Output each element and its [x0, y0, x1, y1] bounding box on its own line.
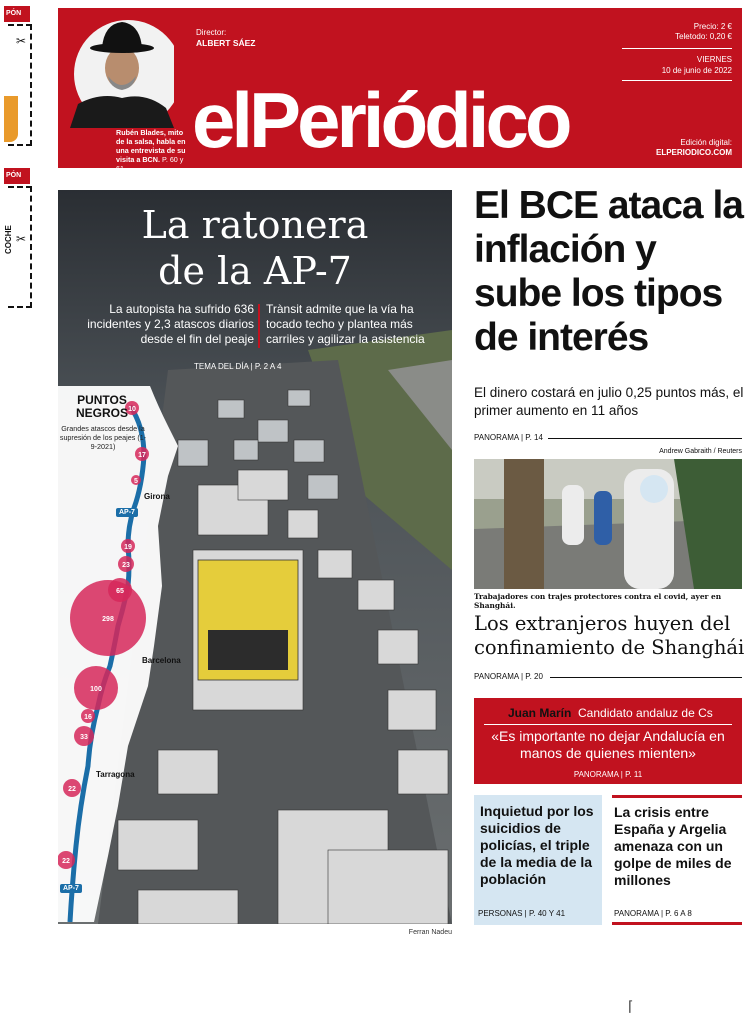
brief-right[interactable] [612, 795, 742, 925]
shanghai-photo[interactable] [474, 459, 742, 589]
scissors-icon: ✂ [16, 34, 27, 48]
map-title-line1: PUNTOS [77, 393, 127, 407]
date-block [662, 54, 732, 76]
svg-text:17: 17 [138, 452, 146, 459]
brief-left-ref: PERSONAS | P. 40 Y 41 [478, 909, 566, 918]
svg-text:22: 22 [68, 786, 76, 793]
edition-label: Edición digital: [680, 138, 732, 147]
svg-text:19: 19 [124, 544, 132, 551]
map-place-girona: Girona [144, 492, 170, 501]
coupon-graphic [4, 96, 18, 142]
map-subtitle: Grandes atascos desde la supresión de los peajes (1-9-2021) [59, 424, 147, 451]
quote-role: Candidato andaluz de Cs [578, 706, 713, 720]
road-label-ap7: AP-7 [116, 508, 138, 517]
newspaper-logo[interactable]: elPeriódico [192, 76, 569, 164]
quote-ref: PANORAMA | P. 11 [573, 770, 643, 779]
lead-headline[interactable]: El BCE ataca la inflación y sube los tipos de interés [474, 184, 743, 359]
divider [612, 922, 742, 925]
main-title-line2: de la AP-7 [158, 249, 352, 293]
teletodo-price: Teletodo: 0,20 € [675, 32, 732, 41]
svg-text:100: 100 [90, 686, 102, 693]
main-summary-right: Trànsit admite que la vía ha tocado techo y plantea más carriles y agilizar la asistencia [266, 302, 425, 346]
coupon-strip-top [0, 6, 34, 146]
portrait-caption-text: Rubén Blades, mito de la salsa, habla en una entrevista de su visita a BCN. [116, 128, 186, 164]
svg-text:23: 23 [122, 562, 130, 569]
masthead [58, 8, 742, 173]
shanghai-headline[interactable]: Los extranjeros huyen del confinamiento de Shanghái [474, 612, 745, 659]
main-photo[interactable] [58, 190, 452, 924]
svg-text:22: 22 [62, 858, 70, 865]
map-title-line2: NEGROS [75, 406, 128, 420]
map-place-barcelona: Barcelona [142, 656, 181, 665]
price: Precio: 2 € [693, 22, 732, 31]
summary-divider [258, 304, 260, 348]
svg-text:298: 298 [102, 616, 114, 623]
lead-ref[interactable]: PANORAMA | P. 14 [474, 433, 543, 442]
divider [622, 48, 732, 49]
main-section-ref[interactable]: TEMA DEL DÍA | P. 2 A 4 [194, 362, 282, 371]
brief-right-ref: PANORAMA | P. 6 A 8 [614, 909, 692, 918]
ref-rule [550, 677, 742, 678]
portrait-image [70, 12, 174, 128]
divider [484, 724, 732, 725]
svg-text:5: 5 [134, 478, 138, 485]
edition-url[interactable]: ELPERIODICO.COM [655, 148, 732, 157]
portrait-caption-ref: P. 60 y 61 [116, 155, 184, 173]
date: 10 de junio de 2022 [661, 66, 732, 75]
shanghai-ref[interactable]: PANORAMA | P. 20 [474, 672, 543, 681]
ref-rule [548, 438, 742, 439]
director-name: ALBERT SÁEZ [196, 38, 256, 48]
coupon-tag: PÓN [4, 168, 30, 184]
brief-right-headline: La crisis entre España y Argelia amenaza con un golpe de miles de millones [614, 804, 732, 888]
portrait-caption [116, 128, 192, 173]
weekday: VIERNES [696, 55, 732, 64]
coupon-tag: PÓN [4, 6, 30, 22]
road-label-ap7: AP-7 [60, 884, 82, 893]
svg-text:65: 65 [116, 588, 124, 595]
coupon-strip-bottom [0, 168, 34, 308]
quote-text: «Es importante no dejar Andalucía en manos de quienes mienten» [491, 728, 725, 761]
black-spots-map [62, 386, 146, 922]
brief-left[interactable] [474, 795, 602, 925]
quote-box[interactable] [474, 698, 742, 784]
main-summary-left: La autopista ha sufrido 636 incidentes y 2,3 atascos diarios desde el fin del peaje [87, 302, 254, 346]
main-title-line1: La ratonera [141, 203, 369, 247]
svg-text:16: 16 [84, 714, 92, 721]
svg-text:10: 10 [128, 406, 136, 413]
brief-left-headline: Inquietud por los suicidios de policías, el triple de la media de la población [480, 803, 594, 887]
map-title [62, 394, 142, 420]
scissors-icon: ✂ [16, 232, 27, 246]
director-label: Director: [196, 28, 227, 37]
page-corner-mark: ⌈ [628, 998, 634, 1014]
main-photo-credit: Ferran Nadeu [408, 929, 452, 936]
price-info [675, 22, 732, 42]
divider [622, 80, 732, 81]
edition-info [656, 138, 732, 158]
map-place-tarragona: Tarragona [96, 770, 135, 779]
quote-name: Juan Marín [508, 706, 572, 720]
shanghai-caption: Trabajadores con trajes protectores contra el covid, ayer en Shanghái. [474, 592, 722, 610]
coupon-label: COCHE [4, 225, 13, 254]
svg-text:33: 33 [80, 734, 88, 741]
shanghai-photo-credit: Andrew Gabraith / Reuters [659, 448, 742, 455]
main-title[interactable] [58, 202, 452, 294]
lead-dek: El dinero costará en julio 0,25 puntos más, el primer aumento en 11 años [474, 385, 744, 418]
